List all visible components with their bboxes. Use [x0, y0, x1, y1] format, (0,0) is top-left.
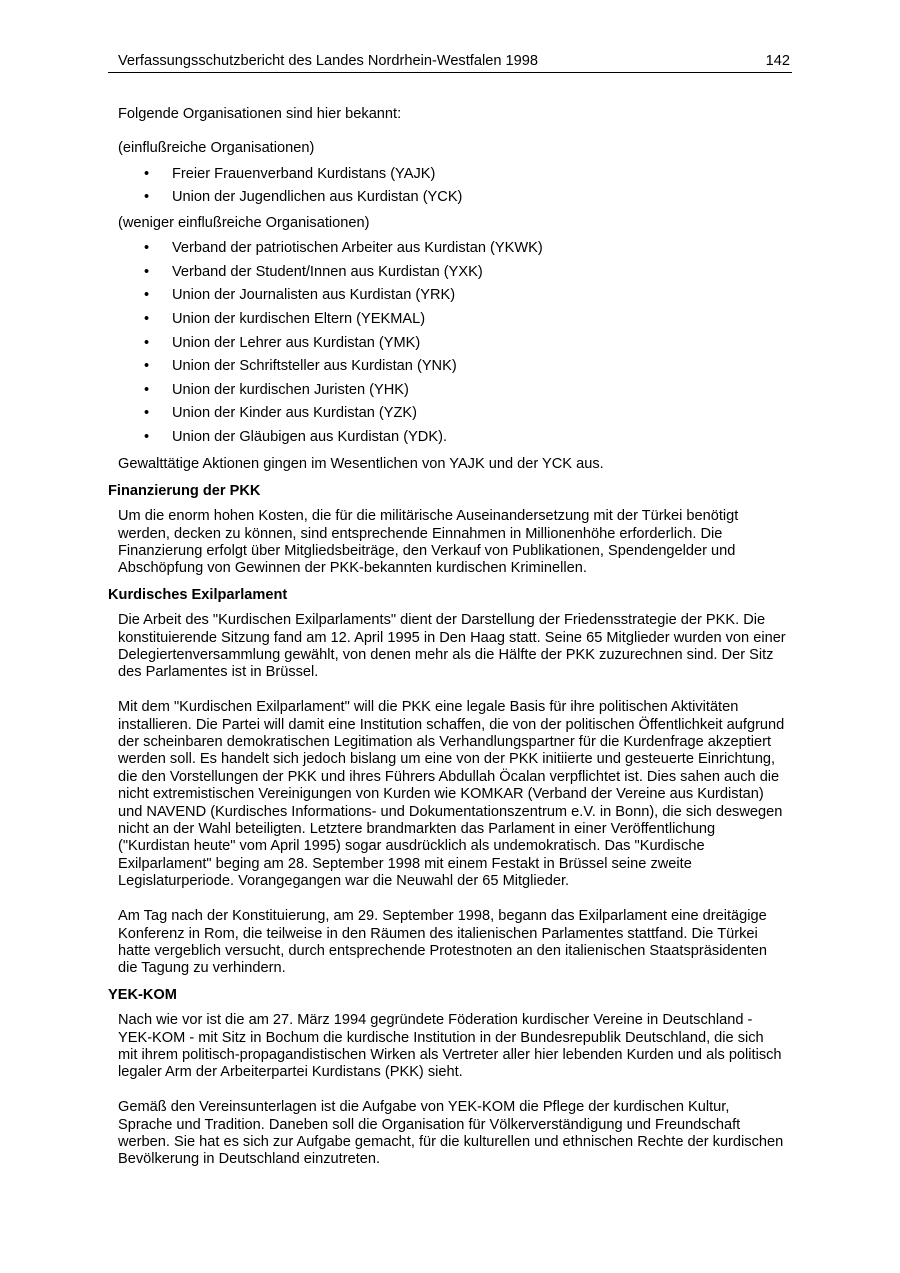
intro-text: Folgende Organisationen sind hier bekannt: [118, 106, 402, 122]
bullet-icon: • [144, 311, 150, 327]
bullet-icon: • [144, 263, 150, 280]
list-item: • Union der Jugendlichen aus Kurdistan (YCK) [144, 189, 463, 206]
bullet-icon: • [144, 358, 150, 375]
list-item: • Verband der patriotischen Arbeiter aus Kurdistan (YKWK) [144, 240, 543, 257]
list-item: • Union der Gläubigen aus Kurdistan (YDK). [144, 428, 447, 445]
section-paragraph: Mit dem "Kurdischen Exilparlament" will die PKK eine legale Basis für ihre politischen Aktivitäten installieren. Die Partei will damit eine Institution schaffen, die von der politischen Öffentlichkeit aufgrund der scheinbaren demokratischen Legitimation als Verhandlungspartner für die Kurdenfrage akzeptiert werden soll. Es handelt sich jedoch bislang um eine von der PKK initiierte und gesteuerte Einrichtung, die den Vorstellungen der PKK und ihres Führers Abdullah Öcalan verpflichtet ist. Dies sahen auch die nicht extremistischen Vereinigungen von Kurden wie KOMKAR (Verband der Vereine aus Kurdistan) und NAVEND (Kurdisches Informations- und Dokumentationszentrum e.V. in Bonn), die sich deswegen nicht an der Wahl beteiligten. Letztere brandmarkten das Parlament in einer Veröffentlichung ("Kurdistan heute" vom April 1995) sogar ausdrücklich als undemokratisch. Das "Kurdische Exilparlament" beging am 28. September 1998 mit einem Festakt in Brüssel seine zweite Legislaturperiode. Vorangegangen war die Neuwahl der 65 Mitglieder. [118, 699, 785, 890]
section-paragraph: Nach wie vor ist die am 27. März 1994 gegründete Föderation kurdischer Vereine in Deutschland - YEK-KOM - mit Sitz in Bochum die kurdische Institution in der Bundesrepublik Deutschland, die sich mit ihrem politisch-propagandistischen Wirken als Vertreter aller hier lebenden Kurden und als politisch legaler Arm der Arbeiterpartei Kurdistans (PKK) sieht. [118, 1012, 782, 1081]
group-label-influential: (einflußreiche Organisationen) [118, 140, 315, 157]
list-item: • Union der Journalisten aus Kurdistan (YRK) [144, 287, 456, 304]
paragraph-spacer [118, 891, 786, 908]
section-title-yek-kom: YEK-KOM [108, 986, 177, 1003]
page-header [108, 52, 792, 73]
section-paragraph: Um die enorm hohen Kosten, die für die militärische Auseinandersetzung mit der Türkei benötigt werden, decken zu können, sind entsprechende Einnahmen in Millionenhöhe erforderlich. Die Finanzierung erfolgt über Mitgliedsbeiträge, den Verkauf von Publikationen, Spendengelder und Abschöpfung von Gewinnen der PKK-bekannten kurdischen Kriminellen. [118, 508, 739, 577]
bullet-icon: • [144, 405, 150, 422]
list-item: • Verband der Student/Innen aus Kurdistan (YXK) [144, 263, 483, 280]
list-item: • Union der kurdischen Juristen (YHK) [144, 381, 409, 398]
page-number: 142 [765, 53, 790, 69]
list-influential-organizations [118, 166, 786, 207]
bullet-icon: • [144, 165, 150, 182]
header-title: Verfassungsschutzbericht des Landes Nordrhein-Westfalen 1998 [118, 53, 538, 69]
closing-text: Gewalttätige Aktionen gingen im Wesentlichen von YAJK und der YCK aus. [118, 456, 604, 473]
page-content [108, 106, 786, 1169]
list-item: • Union der Kinder aus Kurdistan (YZK) [144, 405, 417, 422]
list-item: • Union der kurdischen Eltern (YEKMAL) [144, 311, 426, 327]
section-title-financing: Finanzierung der PKK [108, 482, 261, 499]
list-item: • Union der Lehrer aus Kurdistan (YMK) [144, 334, 421, 351]
list-item: • Freier Frauenverband Kurdistans (YAJK) [144, 165, 436, 182]
section-paragraph: Gemäß den Vereinsunterlagen ist die Aufgabe von YEK-KOM die Pflege der kurdischen Kultur, Sprache und Tradition. Daneben soll die Organisation für Völkerverständigung und Freundschaft werben. Sie hat es sich zur Aufgabe gemacht, für die kulturellen und ethnischen Rechte der kurdischen Bevölkerung in Deutschland einzutreten. [118, 1099, 784, 1168]
group-label-less-influential: (weniger einflußreiche Organisationen) [118, 214, 370, 231]
list-item: • Union der Schriftsteller aus Kurdistan (YNK) [144, 358, 457, 375]
section-title-exile-parliament: Kurdisches Exilparlament [108, 586, 288, 603]
bullet-icon: • [144, 381, 150, 398]
bullet-icon: • [144, 240, 150, 257]
list-less-influential-organizations [118, 240, 786, 446]
section-paragraph: Die Arbeit des "Kurdischen Exilparlaments" dient der Darstellung der Friedensstrategie der PKK. Die konstituierende Sitzung fand am 12. April 1995 in Den Haag statt. Seine 65 Mitglieder wurden von einer Delegiertenversammlung gewählt, von denen mehr als die Hälfte der PKK zuzurechnen sind. Der Sitz des Parlamentes ist in Brüssel. [118, 612, 786, 681]
paragraph-spacer [118, 682, 786, 699]
bullet-icon: • [144, 189, 150, 206]
section-paragraph: Am Tag nach der Konstituierung, am 29. September 1998, begann das Exilparlament eine dreitägige Konferenz in Rom, die teilweise in den Räumen des italienischen Parlamentes stattfand. Die Türkei hatte vergeblich versucht, durch entsprechende Protestnoten an den italienischen Staatspräsidenten die Tagung zu verhindern. [118, 908, 768, 977]
paragraph-spacer [118, 1082, 786, 1099]
bullet-icon: • [144, 334, 150, 351]
bullet-icon: • [144, 287, 150, 304]
bullet-icon: • [144, 428, 150, 445]
